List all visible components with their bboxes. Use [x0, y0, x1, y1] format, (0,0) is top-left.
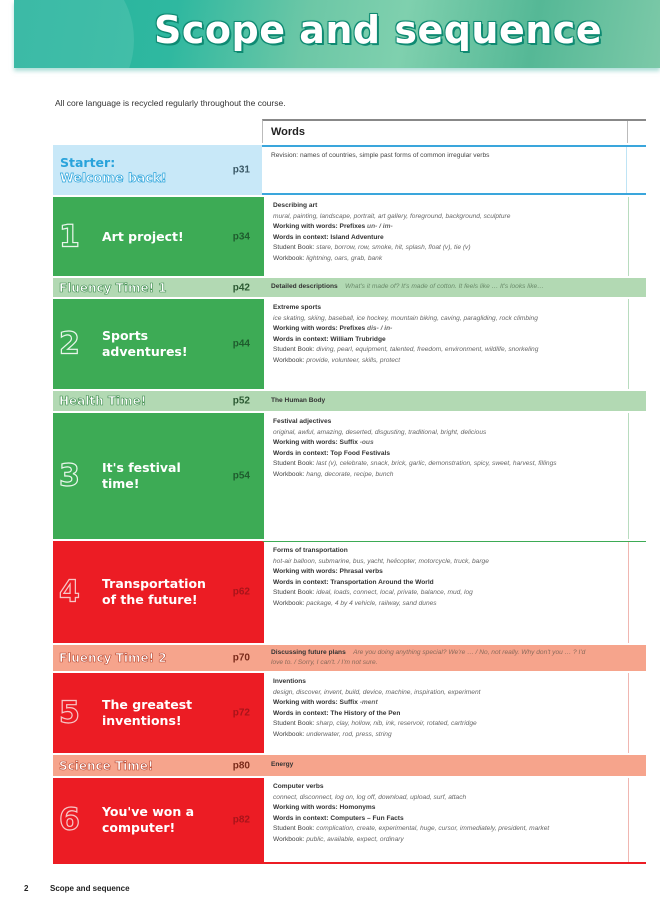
row-unit-4 [53, 541, 646, 643]
row-unit-6 [53, 778, 646, 862]
workbook [273, 835, 646, 846]
unit-cell [53, 413, 262, 539]
column-divider [628, 197, 629, 276]
column-divider [626, 147, 627, 193]
unit-cell [53, 197, 262, 276]
unit-number: 6 [59, 802, 80, 838]
wb-label: Workbook: [273, 356, 307, 364]
student-book [273, 588, 646, 599]
sb-label: Student Book: [273, 825, 317, 832]
unit-number: 4 [59, 574, 80, 610]
band-phrases: Are you doing anything special? We're … / No, not really. Why don't you … ? I'd love to. / Sorry, I can't. / I'm not sure. [271, 649, 586, 666]
starter-title [60, 155, 167, 185]
wb-label: Workbook: [273, 254, 307, 262]
column-divider [628, 673, 629, 753]
row-unit-5 [53, 673, 646, 753]
band-title: Fluency Time! 2 [59, 651, 167, 665]
row-unit-2 [53, 299, 646, 389]
www-label: Working with words: Homonyms [273, 804, 376, 811]
column-divider [628, 542, 629, 643]
wb-label: Workbook: [273, 730, 307, 738]
topic-words: mural, painting, landscape, portrait, art gallery, foreground, background, sculpture [273, 212, 511, 220]
words-cell [262, 778, 646, 862]
working-with-words [273, 803, 646, 814]
header-banner [14, 0, 660, 68]
topic-words: ice skating, skiing, baseball, ice hockey, mountain biking, caving, paragliding, rock climbing [273, 314, 538, 322]
unit-number: 2 [59, 326, 80, 362]
unit-title: Transportation of the future! [102, 576, 206, 607]
page-ref: p72 [232, 707, 250, 719]
www-value: -ment [359, 699, 378, 706]
words-cell [262, 541, 646, 643]
page-title: Scope and sequence [154, 8, 603, 52]
words-cell [262, 673, 646, 753]
unit-title: Sports adventures! [102, 328, 188, 359]
band-label: The Human Body [271, 396, 326, 404]
wb-label: Workbook: [273, 470, 307, 478]
row-unit-3 [53, 413, 646, 539]
workbook [273, 599, 646, 610]
sb-label: Student Book: [273, 589, 317, 596]
working-with-words [273, 438, 646, 449]
topic-heading: Extreme sports [273, 304, 322, 311]
table-bottom-border [53, 862, 646, 864]
unit-cell [53, 778, 262, 862]
sb-words: stare, borrow, row, smoke, hit, splash, float (v), tie (v) [316, 244, 471, 251]
row-starter [53, 145, 646, 195]
band-label: Energy [271, 761, 294, 769]
words-in-context: Words in context: Top Food Festivals [273, 449, 390, 457]
topic-words: design, discover, invent, build, device, machine, inspiration, experiment [273, 688, 481, 696]
topic-heading: Inventions [273, 678, 306, 685]
words-cell [262, 197, 646, 276]
unit-title: Art project! [102, 228, 184, 244]
starter-title-line2: Welcome back! [60, 170, 167, 185]
unit-title: You've won a computer! [102, 804, 195, 835]
page-ref: p52 [232, 395, 250, 407]
www-value: dis- / in- [367, 325, 393, 332]
footer-section: Scope and sequence [50, 884, 130, 893]
starter-title-line1: Starter: [60, 155, 116, 170]
words-in-context: Words in context: Computers – Fun Facts [273, 814, 404, 822]
column-header-words [262, 119, 646, 143]
unit-number: 5 [59, 695, 80, 731]
unit-cell [53, 299, 262, 389]
student-book [273, 719, 646, 730]
working-with-words [273, 222, 646, 233]
unit-number: 1 [59, 219, 80, 254]
sb-words: diving, pearl, equipment, talented, freedom, environment, wildlife, snorkeling [316, 346, 539, 353]
band-title: Fluency Time! 1 [59, 280, 167, 295]
wb-words: public, available, expect, ordinary [306, 835, 404, 843]
page-ref: p80 [232, 760, 250, 771]
words-cell [262, 278, 646, 297]
workbook [273, 356, 646, 367]
words-cell [262, 413, 646, 539]
sb-words: complication, create, experimental, huge, cursor, immediately, president, market [316, 825, 550, 832]
wb-label: Workbook: [273, 835, 307, 843]
column-divider [628, 413, 629, 539]
starter-cell [53, 145, 262, 195]
row-science-time [53, 755, 646, 776]
wb-label: Workbook: [273, 599, 307, 607]
band-cell [53, 645, 262, 671]
band-cell [53, 755, 262, 776]
wb-words: underwater, rod, press, string [306, 730, 392, 738]
topic-words: original, awful, amazing, deserted, disgusting, traditional, bright, delicious [273, 428, 487, 436]
wb-words: hang, decorate, recipe, bunch [306, 470, 394, 478]
row-fluency-time-2 [53, 645, 646, 671]
working-with-words [273, 324, 646, 335]
words-cell [262, 145, 646, 195]
words-in-context: Words in context: Island Adventure [273, 233, 384, 241]
band-label: Detailed descriptions [271, 283, 338, 291]
words-cell [262, 755, 646, 776]
row-health-time [53, 391, 646, 411]
starter-words: Revision: names of countries, simple past forms of common irregular verbs [271, 152, 490, 159]
topic-words: hot-air balloon, submarine, bus, yacht, helicopter, motorcycle, truck, barge [273, 557, 489, 565]
unit-number: 3 [59, 458, 80, 494]
topic-heading: Festival adjectives [273, 418, 332, 425]
working-with-words [273, 698, 646, 709]
column-divider [627, 121, 628, 143]
page-ref: p62 [232, 586, 250, 598]
row-fluency-time-1 [53, 278, 646, 297]
working-with-words [273, 567, 646, 578]
page-ref: p44 [232, 338, 250, 350]
workbook [273, 254, 646, 265]
words-cell [262, 391, 646, 411]
sb-words: last (v), celebrate, snack, brick, garlic, demonstration, spicy, sweet, harvest, fillings [316, 460, 557, 467]
workbook [273, 730, 646, 741]
band-title: Health Time! [59, 394, 147, 408]
topic-heading: Describing art [273, 202, 318, 209]
column-divider [628, 778, 629, 862]
sb-words: ideal, loads, connect, local, private, balance, mud, log [316, 589, 473, 596]
row-unit-1 [53, 197, 646, 276]
words-in-context: Words in context: The History of the Pen [273, 709, 401, 717]
band-cell [53, 278, 262, 297]
page-ref: p70 [232, 652, 250, 664]
www-label: Working with words: Suffix [273, 439, 360, 446]
www-label: Working with words: Prefixes [273, 325, 368, 332]
sb-words: sharp, clay, hollow, nib, ink, reservoir, rotated, cartridge [316, 720, 477, 727]
unit-title: The greatest inventions! [102, 697, 193, 728]
sb-label: Student Book: [273, 346, 317, 353]
wb-words: provide, volunteer, skills, protect [306, 356, 401, 364]
www-label: Working with words: Prefixes [273, 223, 368, 230]
words-in-context: Words in context: Transportation Around the World [273, 578, 434, 586]
page-ref: p54 [232, 470, 250, 482]
footer-page-number: 2 [24, 884, 29, 893]
workbook [273, 470, 646, 481]
band-label: Discussing future plans [271, 649, 346, 656]
column-header-label: Words [271, 126, 306, 138]
sb-label: Student Book: [273, 244, 317, 251]
www-value: un- / im- [367, 223, 393, 230]
intro-text: All core language is recycled regularly throughout the course. [55, 98, 286, 108]
student-book [273, 824, 646, 835]
unit-cell [53, 541, 262, 643]
band-title: Science Time! [59, 758, 154, 773]
student-book [273, 459, 646, 470]
words-cell [262, 645, 646, 671]
page-ref: p42 [232, 282, 250, 293]
wb-words: package, 4 by 4 vehicle, railway, sand dunes [306, 599, 437, 607]
student-book [273, 243, 646, 254]
sb-label: Student Book: [273, 720, 317, 727]
page-ref: p31 [232, 164, 250, 176]
page-ref: p34 [232, 231, 250, 242]
topic-heading: Forms of transportation [273, 547, 348, 554]
www-label: Working with words: Suffix [273, 699, 360, 706]
student-book [273, 345, 646, 356]
column-divider [628, 299, 629, 389]
words-cell [262, 299, 646, 389]
www-value: -ous [359, 439, 374, 446]
words-in-context: Words in context: William Trubridge [273, 335, 386, 343]
page-ref: p82 [232, 814, 250, 826]
sb-label: Student Book: [273, 460, 317, 467]
unit-title: It's festival time! [102, 460, 181, 491]
band-phrases: What's it made of? It's made of cotton. It feels like … It's looks like… [345, 283, 544, 291]
band-cell [53, 391, 262, 411]
wb-words: lightning, oars, grab, bank [306, 254, 383, 262]
unit-cell [53, 673, 262, 753]
www-label: Working with words: Phrasal verbs [273, 568, 383, 575]
topic-heading: Computer verbs [273, 783, 324, 790]
topic-words: connect, disconnect, log on, log off, download, upload, surf, attach [273, 793, 467, 801]
